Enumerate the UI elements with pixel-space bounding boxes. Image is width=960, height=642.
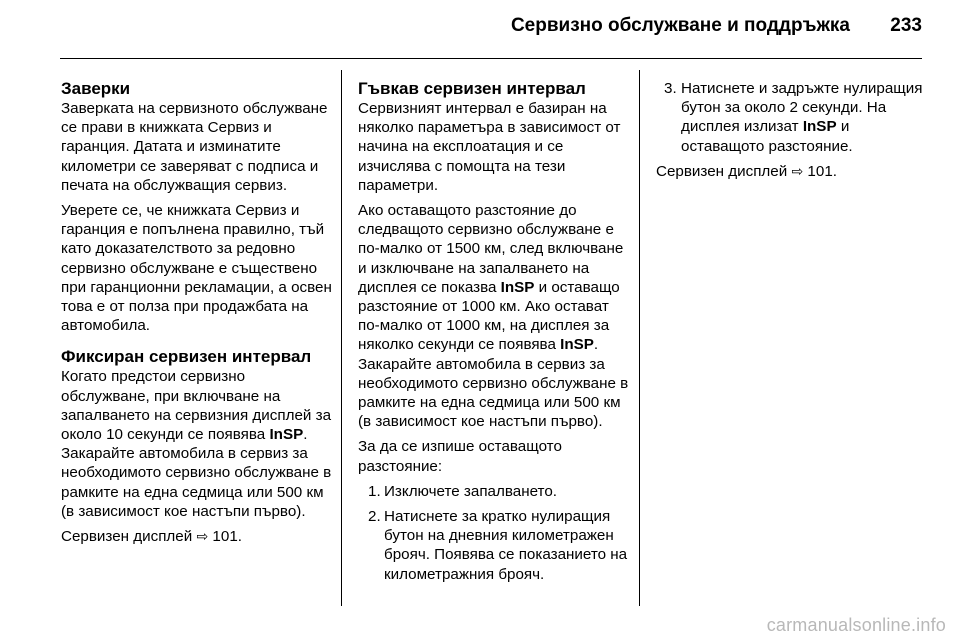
- column-1: [61, 79, 336, 552]
- list-number: 2.: [368, 508, 381, 526]
- list-text: Изключете запалването.: [384, 482, 557, 500]
- insp-indicator-text: InSP: [269, 426, 304, 444]
- list-number: 3.: [664, 80, 677, 97]
- paragraph: За да се изпише оставащото разстояние:: [358, 438, 562, 475]
- column-divider-2: [639, 70, 640, 606]
- page-header: [0, 0, 960, 60]
- column-divider-1: [341, 70, 342, 606]
- watermark: carmanualsonline.info: [766, 615, 946, 635]
- paragraph: [358, 201, 633, 431]
- text-span: . Закарайте автомобила в сервиз за необходимото сервизно обслужване в рамките на една седмица или 500 км (в зависимост кое настъпи първо).: [61, 426, 332, 520]
- insp-indicator-text: InSP: [500, 278, 535, 296]
- page-ref: 101.: [212, 528, 242, 546]
- header-title: Сервизно обслужване и поддръжка: [510, 15, 850, 36]
- column-3: [656, 79, 926, 187]
- column-2: [358, 79, 633, 590]
- list-text: и оставащото разстояние.: [681, 118, 853, 155]
- header-rule: [60, 58, 922, 59]
- list-item: [358, 507, 633, 584]
- list-item: [656, 79, 926, 156]
- text-span: и оставащо разстояние от 1000 км. Ако остават по-малко от 1000 км, на дисплея за няколко секунди се появява: [358, 278, 620, 354]
- cross-reference: [656, 162, 926, 181]
- text-span: Когато предстои сервизно обслужване, при включване на запалването на сервизния дисплей за около 10 секунди се появява: [61, 368, 332, 444]
- paragraph: Сервизният интервал е базиран на няколко параметъра в зависимост от начина на експлоатация и се изчислява с помощта на тези параметри.: [358, 100, 621, 194]
- section-heading-fixed-interval: Фиксиран сервизен интервал: [61, 347, 312, 367]
- text-span: . Закарайте автомобила в сервиз за необходимото сервизно обслужване в рамките на една седмица или 500 км (в зависимост кое настъпи първо).: [358, 336, 629, 431]
- paragraph: [61, 367, 336, 521]
- text-span: Сервизен дисплей: [656, 162, 788, 180]
- text-span: Сервизен дисплей: [61, 528, 193, 546]
- insp-indicator-text: InSP: [802, 118, 837, 136]
- arrow-reference-icon: ⇨: [196, 528, 209, 545]
- section-heading-flexible-interval: Гъвкав сервизен интервал: [358, 79, 586, 98]
- paragraph: Уверете се, че книжката Сервиз и гаранция е попълнена правилно, тъй като доказателството за редовно сервизно обслужване е съществено при гаранционни рекламации, а освен това е от полза при продажбата на автомобила.: [61, 202, 332, 335]
- text-span: Ако оставащото разстояние до следващото сервизно обслужване е по-малко от 1500 км, след включване и изключване на запалването на дисплея се показва: [358, 202, 624, 296]
- page-ref: 101.: [807, 162, 837, 180]
- section-heading-zaverki: Заверки: [61, 79, 131, 98]
- steps-list-continued: [656, 79, 926, 156]
- list-text: Натиснете за кратко нулиращия бутон на дневния километражен брояч. Появява се показанието на километражния брояч.: [384, 508, 628, 583]
- arrow-reference-icon: ⇨: [791, 162, 804, 179]
- list-item: [358, 482, 633, 501]
- insp-indicator-text: InSP: [560, 336, 594, 354]
- paragraph: Заверката на сервизното обслужване се прави в книжката Сервиз и гаранция. Датата и изминатите километри се заверяват с подписа и печата на обслужващия сервиз.: [61, 100, 328, 194]
- list-text: Натиснете и задръжте нулиращия бутон за около 2 секунди. На дисплея излизат: [681, 80, 923, 136]
- steps-list: [358, 482, 633, 584]
- page-number: 233: [890, 15, 922, 36]
- list-number: 1.: [368, 482, 381, 500]
- cross-reference: [61, 527, 336, 546]
